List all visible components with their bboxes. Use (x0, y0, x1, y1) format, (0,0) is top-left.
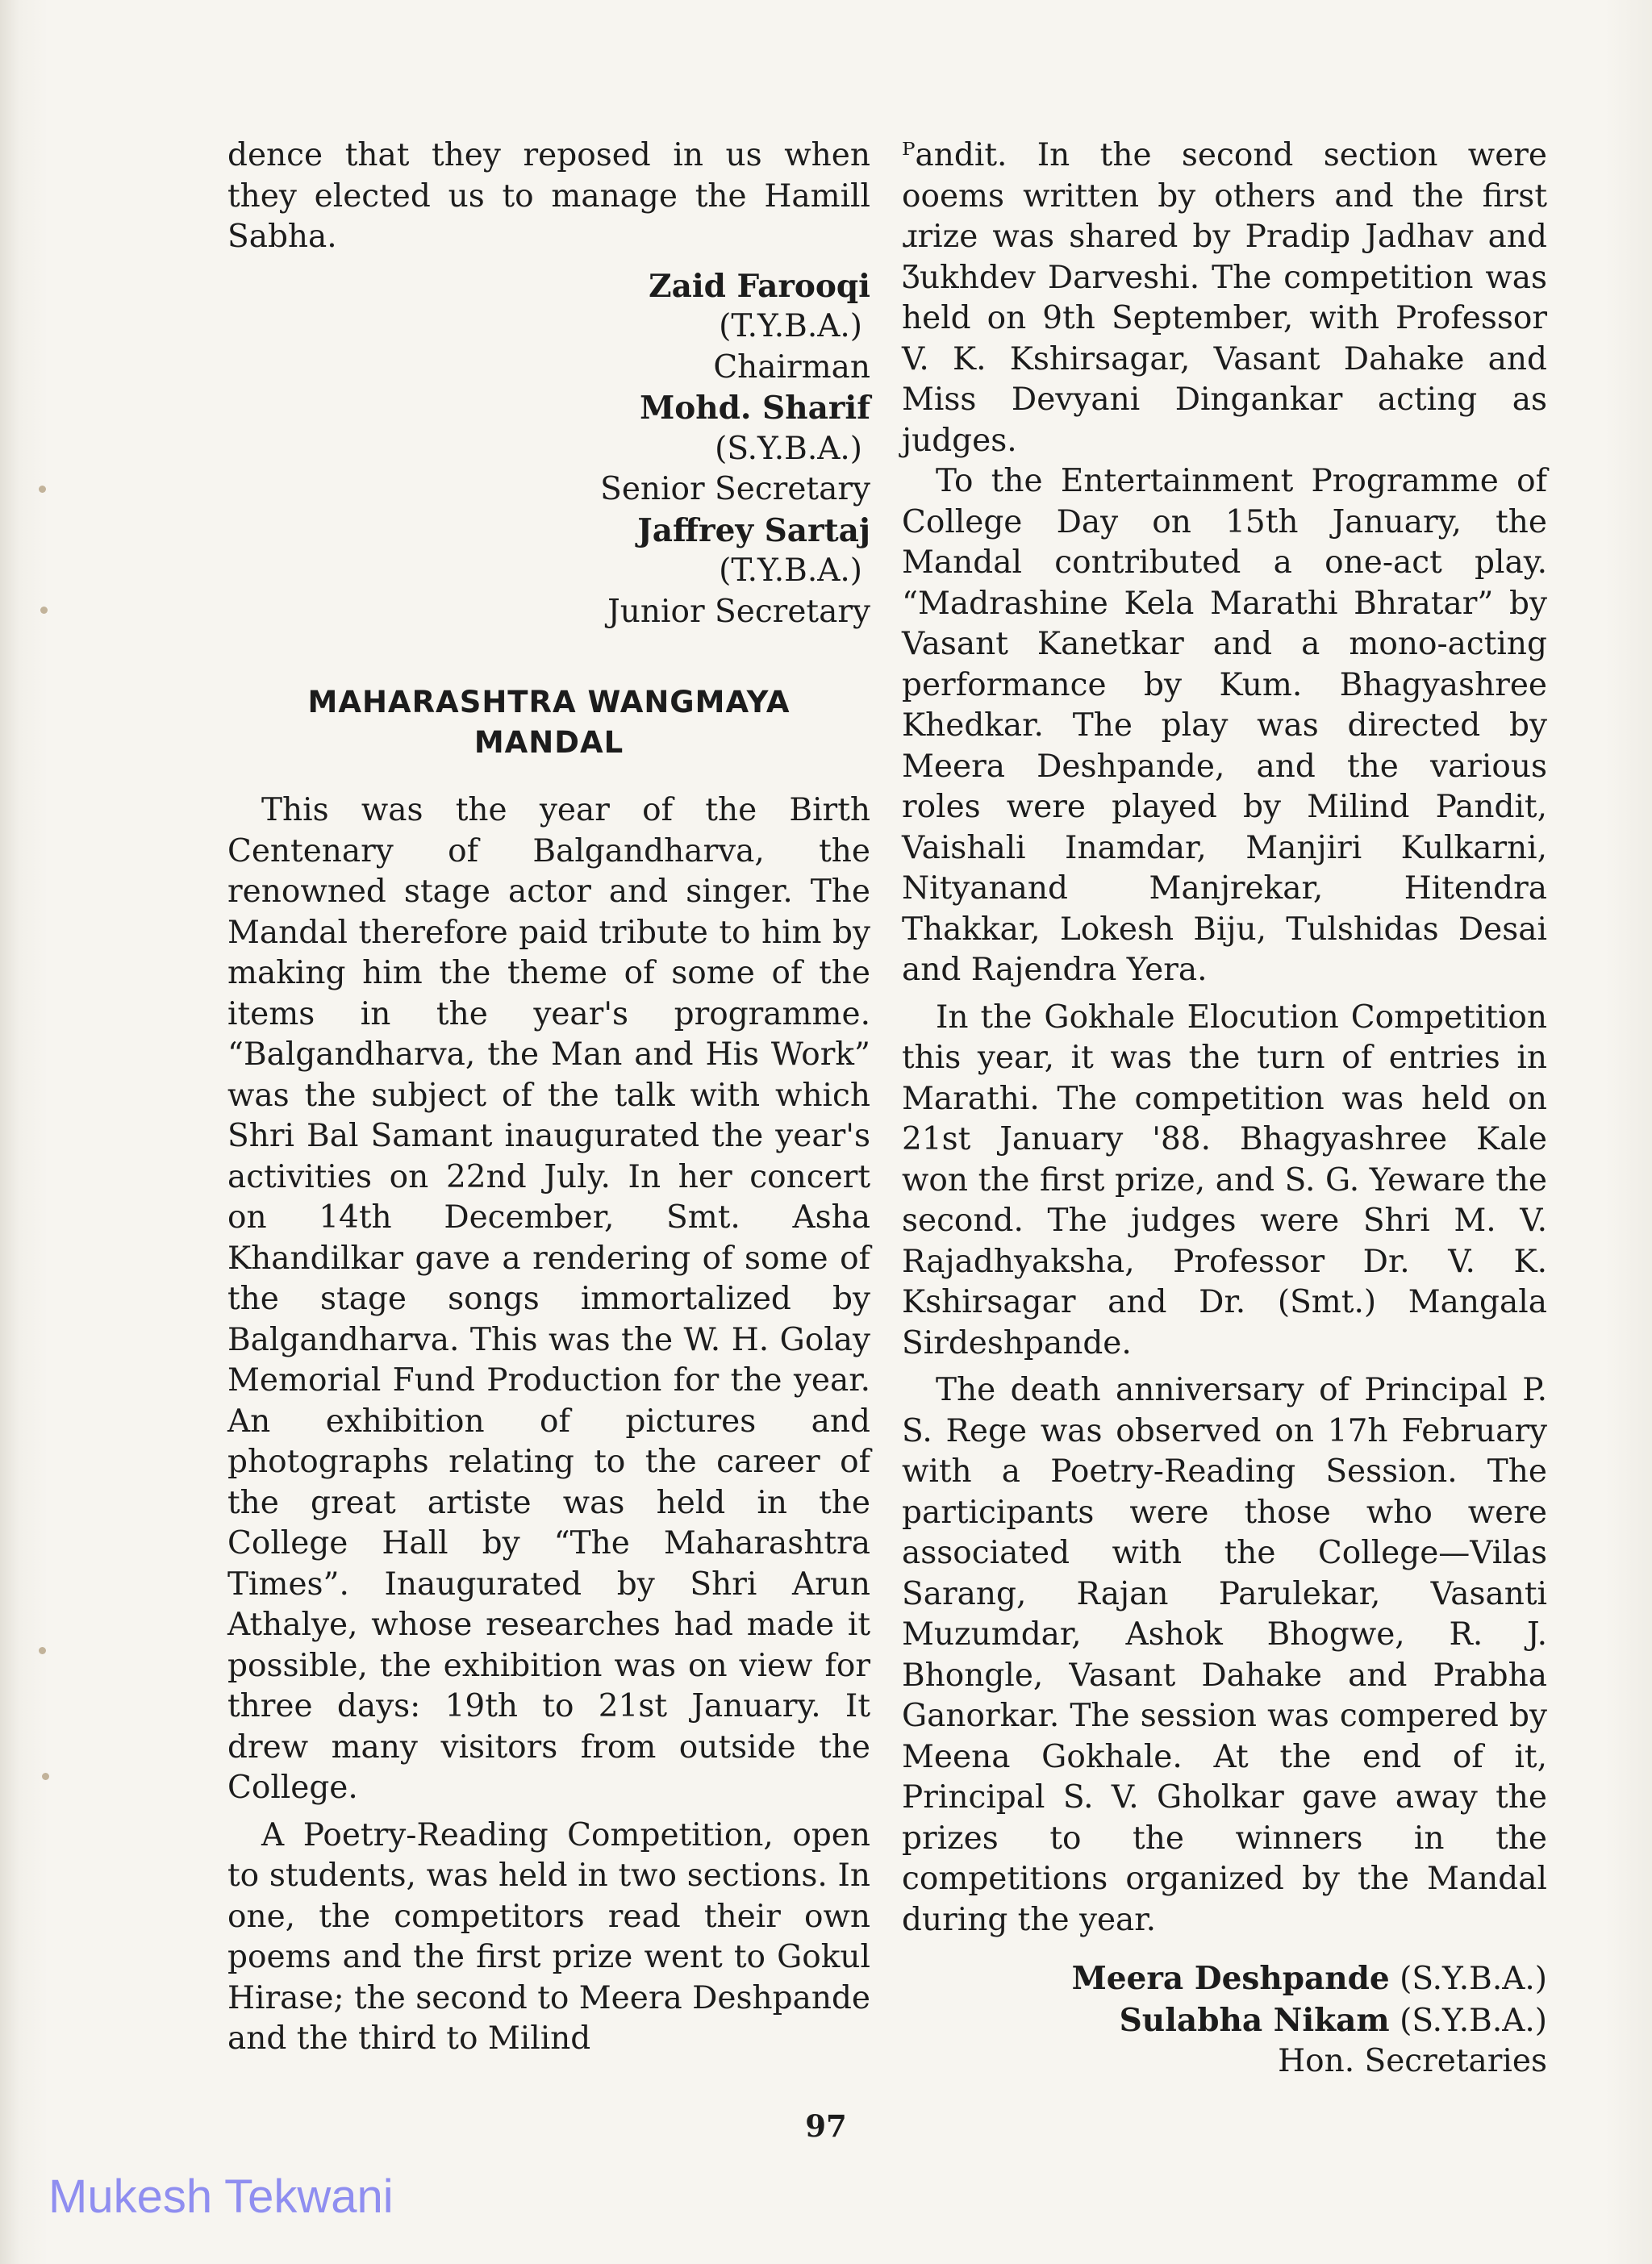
scan-speck (39, 486, 46, 493)
signatory-name: Meera Deshpande (1071, 1960, 1390, 1997)
body-paragraph: ᴾandit. In the second section were ᴏoems written by others and the first ɹrize was shared by Pradip Jadhav and Ʒukhdev Darveshi. The competition was held on 9th September, with Professor V. K. Kshirsagar, Vasant Dahake and Miss Devyani Dingankar acting as judges. (902, 137, 1547, 459)
signatory-role: Junior Secretary (607, 593, 870, 630)
left-continuation-paragraph: dence that they reposed in us when they elected us to manage the Hamill Sabha. (227, 137, 870, 255)
body-paragraph: A Poetry-Reading Competition, open to students, was held in two sections. In one, the competitors read their own poems and the first prize went to Gokul Hirase; the second to Meera Deshpande and the third to Milind (227, 1816, 870, 2057)
body-paragraph: This was the year of the Birth Centenary of Balgandharva, the renowned stage actor and singer. The Mandal therefore paid tribute to him by making him the theme of some of the items in the year's programme. “Balgandharva, the Man and His Work” was the subject of the talk with which Shri Bal Samant inaugurated the year's activities on 22nd July. In her concert on 14th December, Smt. Asha Khandilkar gave a rendering of some of the stage songs immortalized by Balgandharva. This was the W. H. Golay Memorial Fund Production for the year. An exhibition of pictures and photographs relating to the career of the great artiste was held in the College Hall by “The Maharashtra Times”. Inaugurated by Shri Arun Athalye, whose researches had made it possible, the exhibition was on view for three days: 19th to 21st January. It drew many visitors from outside the College. (227, 792, 870, 1806)
secretaries-signatures (902, 1958, 1547, 2083)
signatory-role: Hon. Secretaries (1278, 2043, 1547, 2079)
signatory-name: Zaid Farooqi (649, 267, 870, 305)
signatory-class: (T.Y.B.A.) (719, 308, 862, 344)
scan-speck (39, 1647, 46, 1654)
page-number: 97 (805, 2108, 847, 2144)
right-column (902, 136, 1547, 2083)
body-paragraph: To the Entertainment Programme of College Day on 15th January, the Mandal contributed a one-act play. “Madrashine Kela Marathi Bhratar” by Vasant Kanetkar and a mono-acting performance by Kum. Bhagyashree Khedkar. The play was directed by Meera Deshpande, and the various roles were played by Milind Pandit, Vaishali Inamdar, Manjiri Kulkarni, Nityanand Manjrekar, Hitendra Thakkar, Lokesh Biju, Tulshidas Desai and Rajendra Yera. (902, 463, 1547, 988)
signatory-role: Senior Secretary (600, 471, 870, 507)
signature-row (902, 1958, 1547, 2000)
section-heading (227, 682, 870, 763)
mandal-signatures (227, 266, 870, 633)
body-paragraph: The death anniversary of Principal P. S. Rege was observed on 17h February with a Poetry-Reading Session. The participants were those who were associated with the College—Vilas Sarang, Rajan Parulekar, Vasanti Muzumdar, Ashok Bhogwe, R. J. Bhongle, Vasant Dahake and Prabha Ganorkar. The session was compered by Meena Gokhale. At the end of it, Principal S. V. Gholkar gave away the prizes to the winners in the competitions organized by the Mandal during the year. (902, 1372, 1547, 1938)
body-paragraph: In the Gokhale Elocution Competition this year, it was the turn of entries in Marathi. The competition was held on 21st January '88. Bhagyashree Kale won the first prize, and S. G. Yeware the second. The judges were Shri M. V. Rajadhyaksha, Professor Dr. V. K. Kshirsagar and Dr. (Smt.) Mangala Sirdeshpande. (902, 999, 1547, 1361)
signature-row (902, 2000, 1547, 2042)
signatory-role: Chairman (713, 348, 870, 386)
signatory-class: (S.Y.B.A.) (1400, 1961, 1547, 1997)
signatory-name: Sulabha Nikam (1119, 2001, 1390, 2039)
signatory-class: (S.Y.B.A.) (1400, 2002, 1547, 2039)
watermark-text: Mukesh Tekwani (48, 2170, 394, 2223)
left-column (227, 136, 870, 2060)
section-heading-line: MANDAL (473, 725, 624, 760)
signatory-name: Jaffrey Sartaj (637, 511, 870, 549)
signatory-class: (T.Y.B.A.) (719, 552, 862, 589)
scan-speck (42, 1773, 49, 1780)
section-heading-line: MAHARASHTRA WANGMAYA (307, 685, 791, 719)
scan-speck (40, 607, 48, 614)
signatory-class: (S.Y.B.A.) (715, 430, 862, 467)
signatory-name: Mohd. Sharif (640, 390, 870, 427)
